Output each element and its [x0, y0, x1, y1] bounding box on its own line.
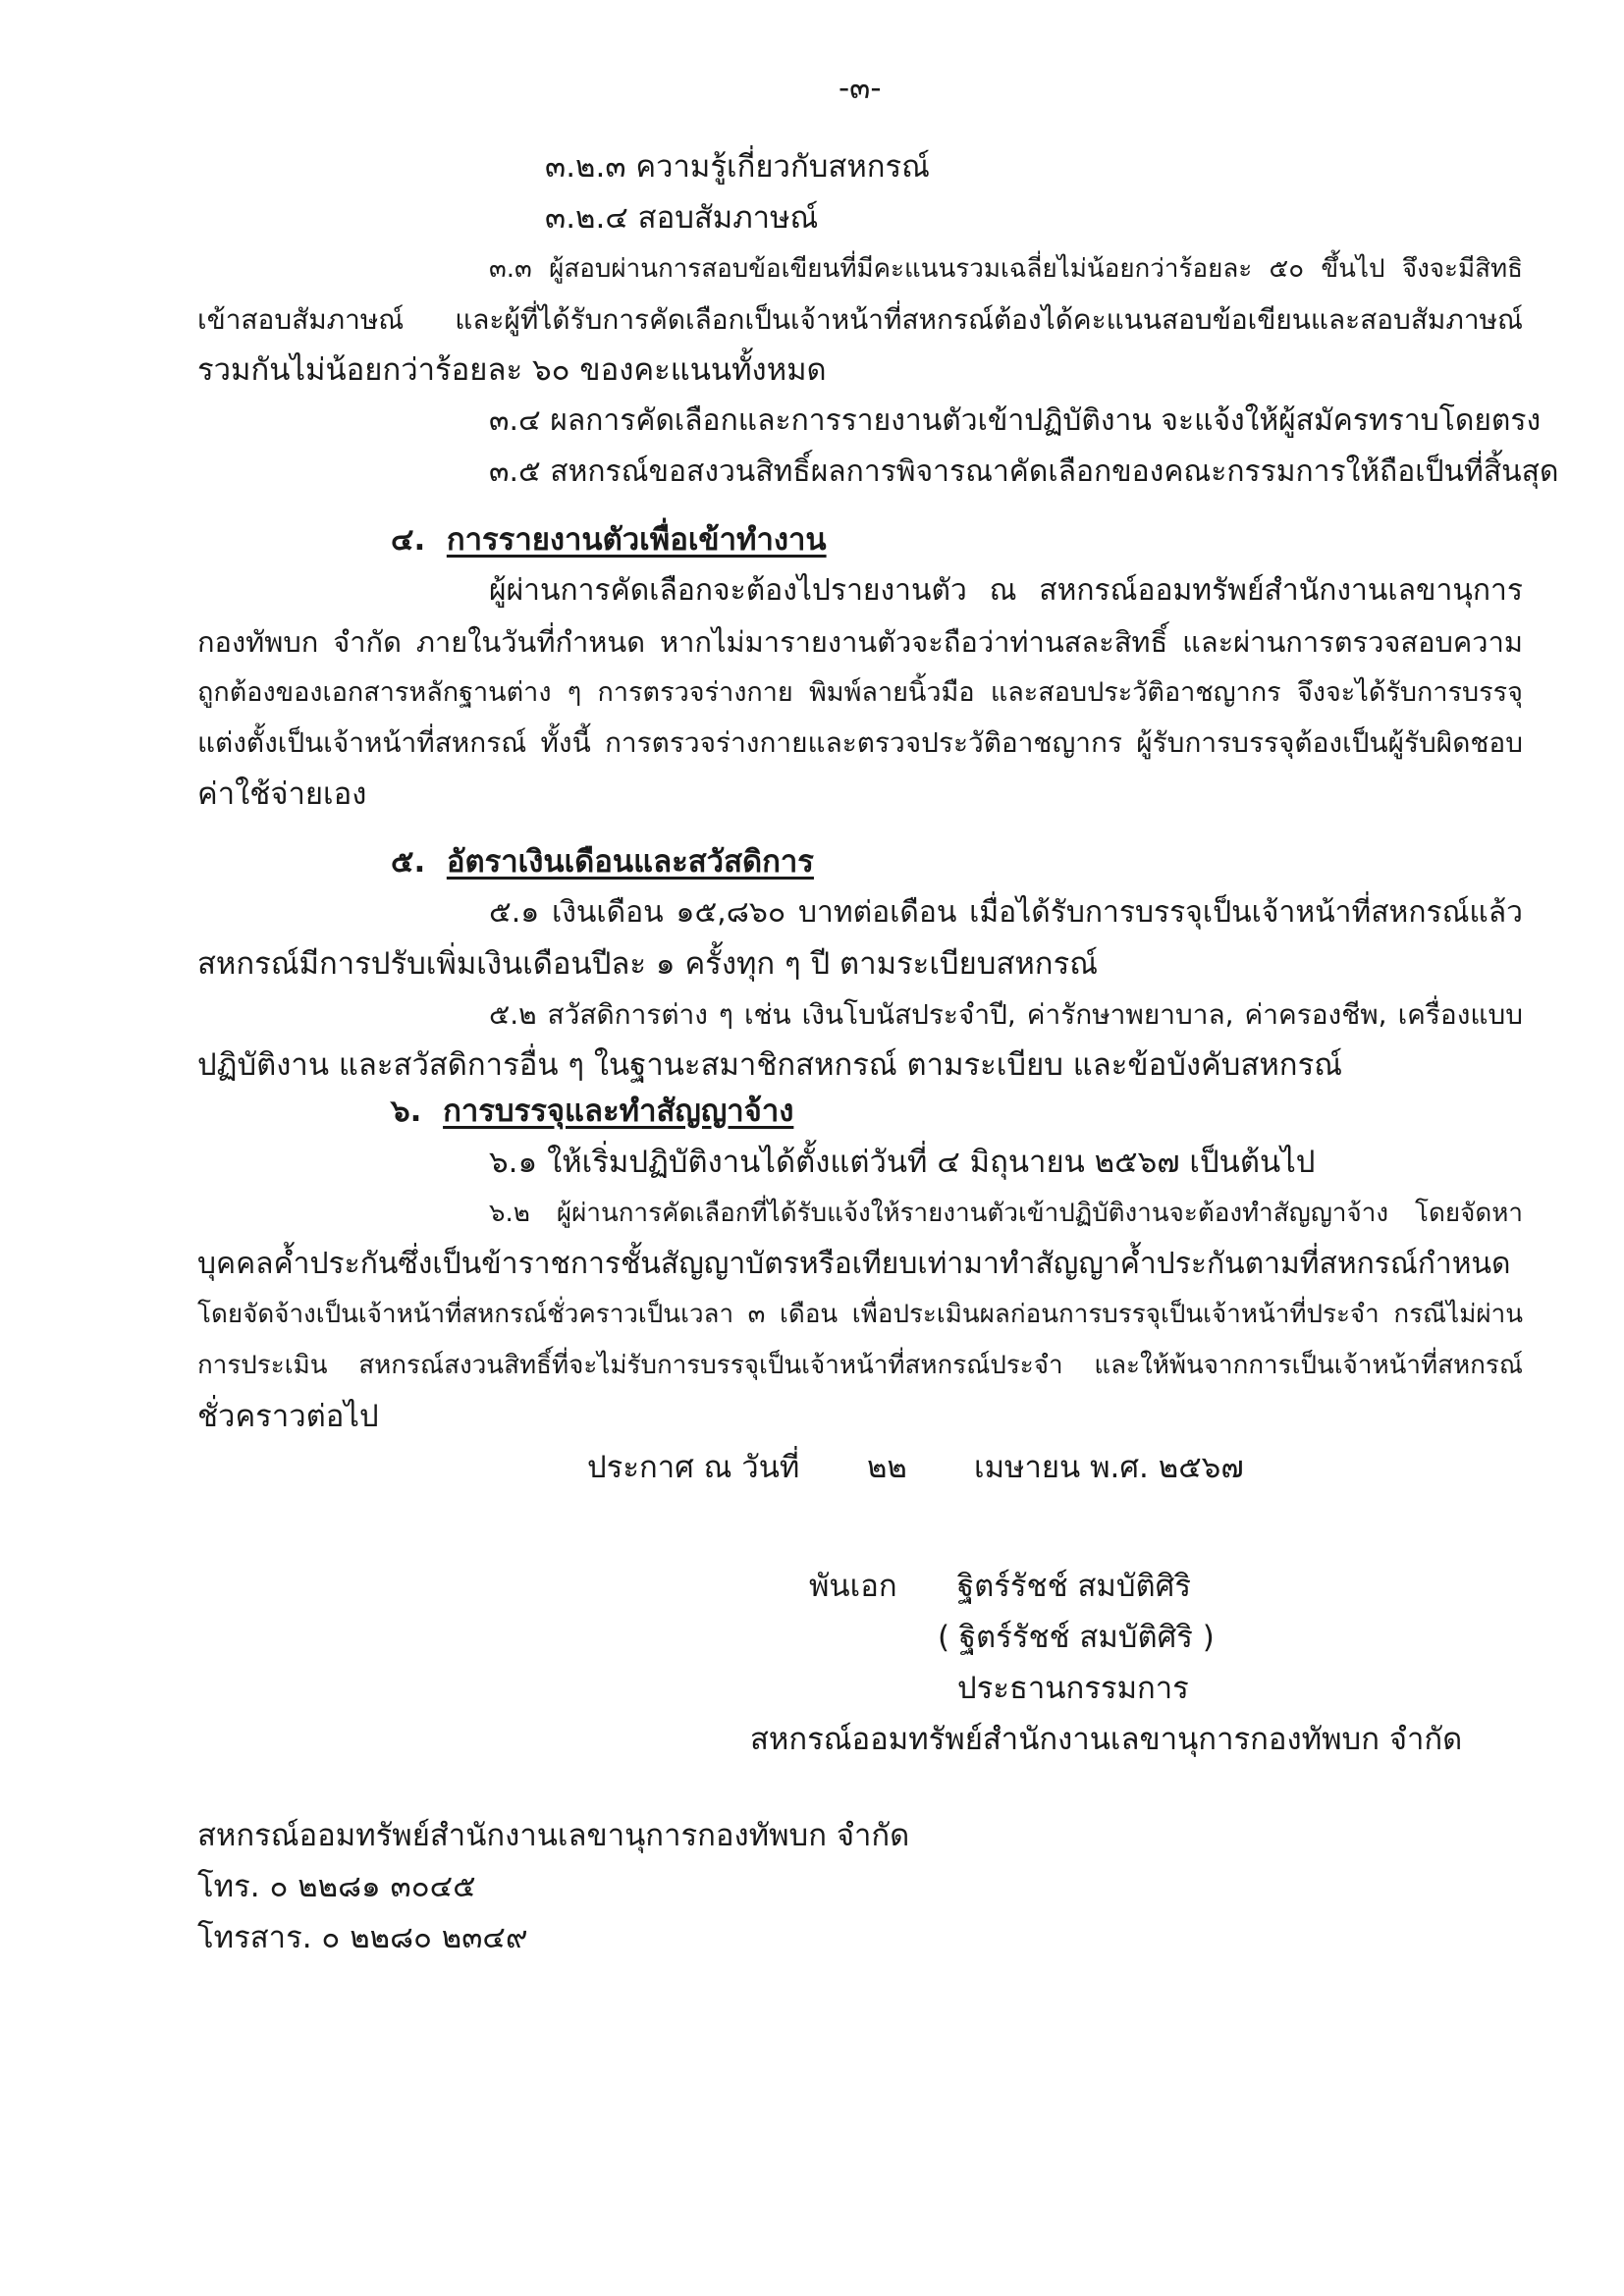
item-6-1: ๖.๑ ให้เริ่มปฏิบัติงานได้ตั้งแต่วันที่ ๔ มิถุนายน ๒๕๖๗ เป็นต้นไป: [489, 1145, 1316, 1180]
item-3-2-3: ๓.๒.๓ ความรู้เกี่ยวกับสหกรณ์: [545, 149, 930, 185]
item-5-1-line-2: สหกรณ์มีการปรับเพิ่มเงินเดือนปีละ ๑ ครั้งทุก ๆ ปี ตามระเบียบสหกรณ์: [197, 946, 1098, 982]
announcement-prefix: ประกาศ ณ วันที่: [587, 1450, 800, 1485]
item-6-2-line-4: การประเมิน สหกรณ์สงวนสิทธิ์ที่จะไม่รับการบรรจุเป็นเจ้าหน้าที่สหกรณ์ประจำ และให้พ้นจากการเป็นเจ้าหน้าที่สหกรณ์: [197, 1351, 1523, 1380]
item-3-3-line-1: ๓.๓ ผู้สอบผ่านการสอบข้อเขียนที่มีคะแนนรวมเฉลี่ยไม่น้อยกว่าร้อยละ ๕๐ ขึ้นไป จึงจะมีสิทธิ: [489, 254, 1523, 284]
section-5-number: ๕.: [391, 844, 426, 880]
section-4-line-5: ค่าใช้จ่ายเอง: [197, 776, 367, 812]
item-3-3-line-3: รวมกันไม่น้อยกว่าร้อยละ ๖๐ ของคะแนนทั้งหมด: [197, 352, 827, 388]
signature-name-parenthetical: ( ฐิตร์รัชช์ สมบัติศิริ ): [938, 1620, 1215, 1655]
section-5-heading: [391, 842, 814, 881]
item-6-2-line-5: ชั่วคราวต่อไป: [197, 1399, 379, 1434]
page-number: -๓-: [839, 71, 882, 106]
item-3-4: ๓.๔ ผลการคัดเลือกและการรายงานตัวเข้าปฏิบัติงาน จะแจ้งให้ผู้สมัครทราบโดยตรง: [489, 403, 1542, 438]
section-6-title: การบรรจุและทำสัญญาจ้าง: [443, 1094, 794, 1129]
signature-name: ฐิตร์รัชช์ สมบัติศิริ: [957, 1569, 1191, 1604]
section-4-line-4: แต่งตั้งเป็นเจ้าหน้าที่สหกรณ์ ทั้งนี้ การตรวจร่างกายและตรวจประวัติอาชญากร ผู้รับการบรรจุต้องเป็นผู้รับผิดชอบ: [197, 726, 1523, 759]
section-5-title: อัตราเงินเดือนและสวัสดิการ: [446, 844, 814, 880]
item-3-5: ๓.๕ สหกรณ์ขอสงวนสิทธิ์ผลการพิจารณาคัดเลือกของคณะกรรมการให้ถือเป็นที่สิ้นสุด: [489, 454, 1559, 489]
section-4-line-2: กองทัพบก จำกัด ภายในวันที่กำหนด หากไม่มารายงานตัวจะถือว่าท่านสละสิทธิ์ และผ่านการตรวจสอบความ: [197, 625, 1523, 659]
signature-rank: พันเอก: [809, 1569, 897, 1604]
section-4-title: การรายงานตัวเพื่อเข้าทำงาน: [446, 522, 827, 558]
section-4-number: ๔.: [391, 522, 426, 558]
section-6-number: ๖.: [391, 1094, 422, 1129]
section-4-line-3: ถูกต้องของเอกสารหลักฐานต่าง ๆ การตรวจร่างกาย พิมพ์ลายนิ้วมือ และสอบประวัติอาชญากร จึงจะได้รับการบรรจุ: [197, 677, 1523, 708]
item-5-2-line-2: ปฏิบัติงาน และสวัสดิการอื่น ๆ ในฐานะสมาชิกสหกรณ์ ตามระเบียบ และข้อบังคับสหกรณ์: [197, 1047, 1342, 1083]
item-3-3-line-2: เข้าสอบสัมภาษณ์ และผู้ที่ได้รับการคัดเลือกเป็นเจ้าหน้าที่สหกรณ์ต้องได้คะแนนสอบข้อเขียนและสอบสัมภาษณ์: [197, 303, 1523, 336]
section-4-line-1: ผู้ผ่านการคัดเลือกจะต้องไปรายงานตัว ณ สหกรณ์ออมทรัพย์สำนักงานเลขานุการ: [489, 573, 1523, 608]
signature-position: ประธานกรรมการ: [957, 1671, 1189, 1706]
footer-organization: สหกรณ์ออมทรัพย์สำนักงานเลขานุการกองทัพบก จำกัด: [197, 1818, 910, 1853]
item-6-2-line-2: บุคคลค้ำประกันซึ่งเป็นข้าราชการชั้นสัญญาบัตรหรือเทียบเท่ามาทำสัญญาค้ำประกันตามที่สหกรณ์กำหนด: [197, 1247, 1511, 1281]
item-6-2-line-3: โดยจัดจ้างเป็นเจ้าหน้าที่สหกรณ์ชั่วคราวเป็นเวลา ๓ เดือน เพื่อประเมินผลก่อนการบรรจุเป็นเจ้าหน้าที่ประจำ กรณีไม่ผ่าน: [197, 1300, 1523, 1329]
footer-phone: โทร. ๐ ๒๒๘๑ ๓๐๔๕: [197, 1869, 476, 1904]
signature-organization: สหกรณ์ออมทรัพย์สำนักงานเลขานุการกองทัพบก จำกัด: [750, 1722, 1463, 1757]
section-4-heading: [391, 520, 827, 560]
item-6-2-line-1: ๖.๒ ผู้ผ่านการคัดเลือกที่ได้รับแจ้งให้รายงานตัวเข้าปฏิบัติงานจะต้องทำสัญญาจ้าง โดยจัดหา: [489, 1199, 1523, 1228]
item-5-2-line-1: ๕.๒ สวัสดิการต่าง ๆ เช่น เงินโบนัสประจำปี, ค่ารักษาพยาบาล, ค่าครองชีพ, เครื่องแบบ: [489, 998, 1523, 1031]
item-3-2-4: ๓.๒.๔ สอบสัมภาษณ์: [545, 200, 819, 236]
section-6-heading: [391, 1092, 793, 1131]
footer-fax: โทรสาร. ๐ ๒๒๘๐ ๒๓๔๙: [197, 1920, 528, 1955]
item-5-1-line-1: ๕.๑ เงินเดือน ๑๕,๘๖๐ บาทต่อเดือน เมื่อได้รับการบรรจุเป็นเจ้าหน้าที่สหกรณ์แล้ว: [489, 895, 1523, 930]
announcement-month-year: เมษายน พ.ศ. ๒๕๖๗: [974, 1450, 1244, 1485]
announcement-day: ๒๒: [867, 1450, 907, 1485]
